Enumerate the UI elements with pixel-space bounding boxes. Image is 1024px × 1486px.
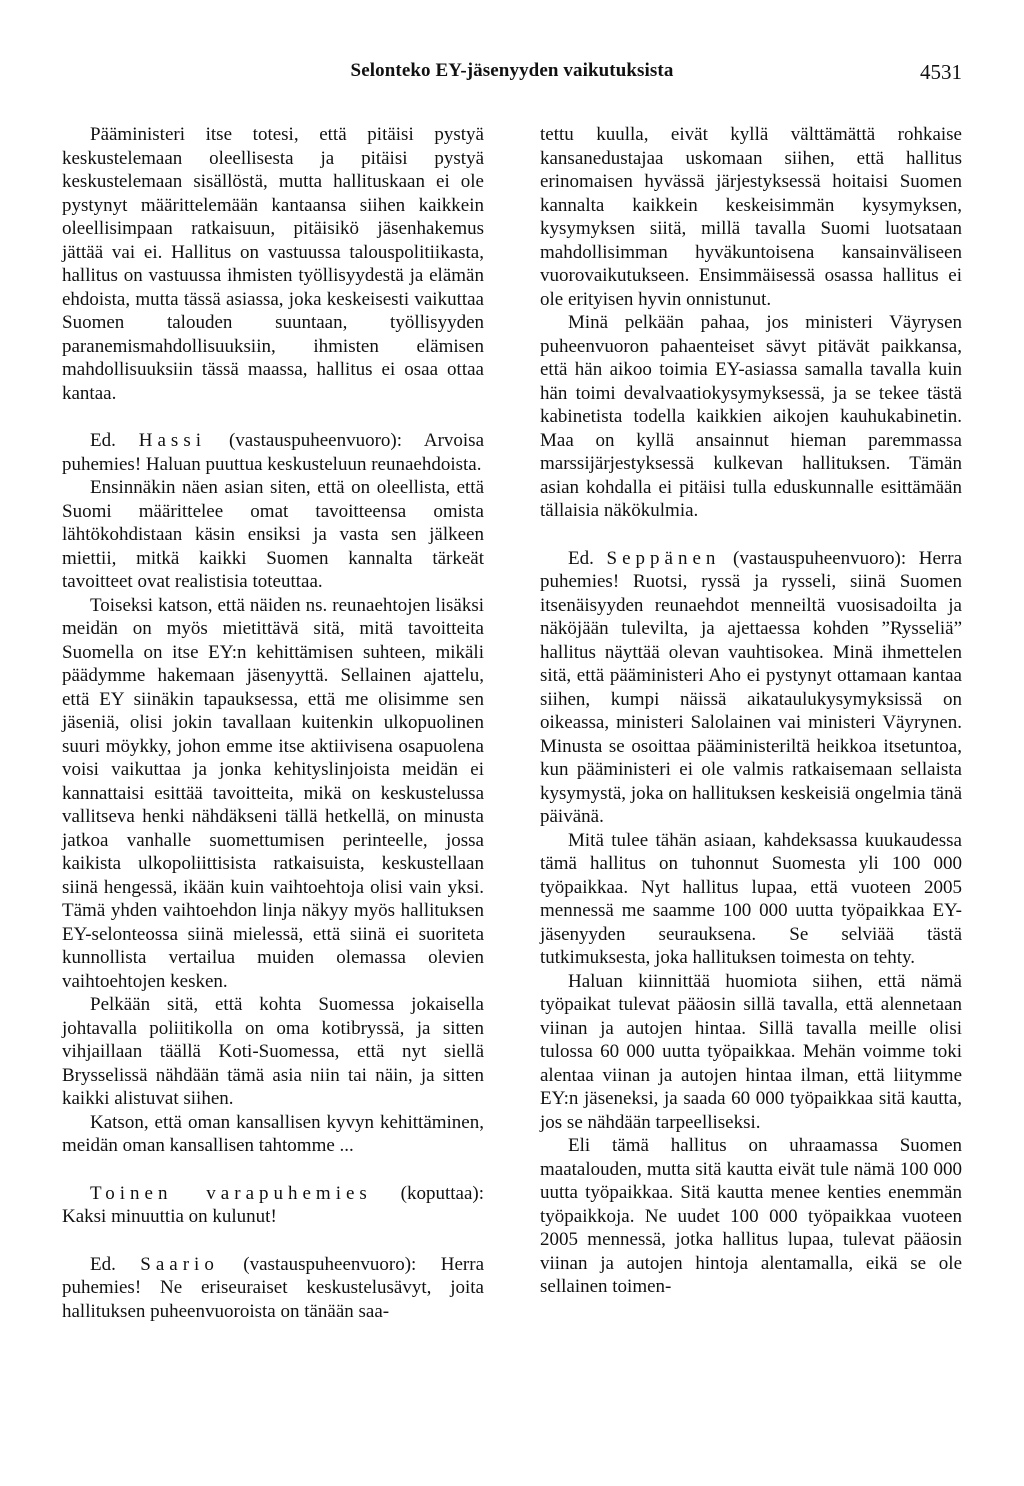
speaker-intro: (vastauspuheenvuoro): Arvoisa puhemies! Haluan puuttua keskusteluun reunaehdoista. bbox=[62, 430, 485, 475]
page-header bbox=[62, 60, 962, 94]
paragraph: Minä pelkään pahaa, jos ministeri Väyrysen puheenvuoron pahaenteiset sävyt pitävät paikkansa, että hän aikoo toimia EY-asiassa samalla tavalla kuin hän toimi devalvaatiokysymyksessä, ja se tekee tästä kabinetista todella kaikkien aikojen kauhukabinetin. Maa on kyllä ansainnut hieman paremmassa marssijärjestyksessä kulkevan hallituksen. Tämän asian kohdalla ei pitäisi tulla eduskunnalle esittämään tällaisia näkökulmia. bbox=[540, 312, 962, 521]
paragraph: Toiseksi katson, että näiden ns. reunaehtojen lisäksi meidän on myös mietittävä sitä, mitä tavoitteita Suomella on itse EY:n kehittämisen suhteen, mikäli päädymme hakemaan jäsenyyttä. Sellainen ajattelu, että EY siinäkin tapauksessa, että me olisimme sen jäseniä, olisi jokin tavallaan kuitenkin ulkopuolinen suuri möykky, johon emme itse aktiivisena osapuolena voisi vaikuttaa ja jonka kehityslinjoista meidän ei kannattaisi esittää tavoitteita, mikä on keskustelussa vallitseva henki nähdäkseni tällä hetkellä, on minusta jatkoa vanhalle suomettumisen perinteelle, jossa kaikista ulkopoliittisista ratkaisuista, keskustellaan siinä hengessä, ikään kuin vaihtoehtoja olisi vain yksi. Tämä yhden vaihtoehdon linja näkyy myös hallituksen EY-selonteossa siinä mielessä, että siinä ei suoriteta kunnollista vertailua muiden olemassa olevien vaihtoehtojen kesken. bbox=[62, 594, 484, 992]
running-title: Selonteko EY-jäsenyyden vaikutuksista bbox=[350, 60, 674, 81]
paragraph: Haluan kiinnittää huomiota siihen, että nämä työpaikat tulevat pääosin sillä tavalla, että alennetaan viinan ja autojen hintaa. Sillä tavalla meille olisi tulossa 60 000 uutta työpaikkaa. Mehän voimme toki alentaa viinan ja autojen hintaa ilman, että liitymme EY:n jäseneksi, ja saada 60 000 työpaikkaa sitä kautta, jos se nähdään tarpeelliseksi. bbox=[540, 970, 962, 1133]
speaker-intro: (vastauspuheenvuoro): Herra puhemies! Ne eriseuraiset keskustelusävyt, joita hallituksen puheenvuoroista on tänään saa- bbox=[62, 1253, 485, 1322]
speaker-name: Saario bbox=[140, 1253, 219, 1275]
paragraph: Ensinnäkin näen asian siten, että on oleellista, että Suomi määrittelee omat tavoitteensa omista lähtökohdistaan käsin ensiksi ja vasta sen jälkeen miettii, mitkä kaikki Suomen kannalta tärkeät tavoitteet ovat realistisia toteuttaa. bbox=[62, 477, 484, 592]
right-column bbox=[540, 123, 962, 1323]
paragraph: Mitä tulee tähän asiaan, kahdeksassa kuukaudessa tämä hallitus on tuhonnut Suomesta yli 100 000 työpaikkaa. Nyt hallitus lupaa, että vuoteen 2005 mennessä me saamme 100 000 uutta työpaikkaa EY-jäsenyyden seurauksena. Se selviää tästä tutkimuksesta, joka hallituksen toimesta on tehty. bbox=[540, 829, 962, 968]
paragraph: Katson, että oman kansallisen kyvyn kehittäminen, meidän oman kansallisen tahtomme ... bbox=[62, 1111, 484, 1156]
speaker-name: Hassi bbox=[138, 430, 207, 451]
paragraph: tettu kuulla, eivät kyllä välttämättä rohkaise kansanedustajaa uskomaan siihen, että hallitus erinomaisen hyvässä järjestyksessä hoitaisi Suomen kannalta kaikkein keskeisimmän kysymyksen, kysymyksen siitä, millä tavalla Suomi luotsataan mahdollisimman hyväkuntoisena kansainväliseen vuorovaikutukseen. Ensimmäisessä osassa hallitus ei ole erityisen hyvin onnistunut. bbox=[540, 124, 962, 310]
speaker-name: Seppänen bbox=[606, 547, 721, 569]
speaker-paragraph-toinen-varapuhemies bbox=[62, 1182, 484, 1229]
speaker-intro: (koputtaa): Kaksi minuuttia on kulunut! bbox=[62, 1182, 484, 1227]
paragraph: Pelkään sitä, että kohta Suomessa jokaisella johtavalla poliitikolla on oma kotibryssä, ja sitten vihjaillaan täällä Koti-Suomessa, että nyt siellä Brysselissä nähdään tämä asia niin tai näin, ja sitten kaikki alistuvat siihen. bbox=[62, 994, 484, 1109]
text-columns bbox=[62, 123, 962, 1323]
speaker-paragraph-hassi bbox=[62, 429, 484, 476]
speaker-paragraph-saario bbox=[62, 1253, 484, 1324]
speaker-prefix: Ed. bbox=[90, 1253, 116, 1275]
speaker-prefix: Ed. bbox=[568, 547, 594, 569]
paragraph: Pääministeri itse totesi, että pitäisi pystyä keskustelemaan oleellisesta ja pitäisi pystyä keskustelemaan sisällöstä, mutta hallituskaan ei ole pystynyt määrittelemään kantaansa siihen kaikkein oleellisimpaan ratkaisuun, pitäisikö jäsenhakemus jättää vai ei. Hallitus on vastuussa talouspolitiikasta, hallitus on vastuussa ihmisten työllisyydestä ja elämän ehdoista, mutta tässä asiassa, joka keskeisesti vaikuttaa Suomen talouden suuntaan, työllisyyden paranemismahdollisuuksiin, ihmisten elämisen mahdollisuuksiin tässä maassa, hallitus ei osaa ottaa kantaa. bbox=[62, 124, 484, 404]
speaker-paragraph-seppanen bbox=[540, 547, 962, 829]
paragraph: Eli tämä hallitus on uhraamassa Suomen maatalouden, mutta sitä kautta eivät tule nämä 100 000 uutta työpaikkaa. Sitä kautta menee kenties enemmän työpaikkoja. Ne uudet 100 000 työpaikkaa vuoteen 2005 mennessä, jotka hallitus lupaa, tulevat pääosin viinan ja autojen hintoja alentamalla, eikä se ole sellainen toimen- bbox=[540, 1135, 962, 1297]
speaker-prefix: Ed. bbox=[90, 430, 116, 451]
speaker-name: Toinen varapuhemies bbox=[90, 1182, 372, 1204]
speaker-intro: (vastauspuheenvuoro): Herra puhemies! Ruotsi, ryssä ja rysseli, siinä Suomen itsenäisyyden reunaehdot menneiltä vuosisadoilta ja näköjään tulevilta, ja ajettaessa kohden ”Rysseliä” hallitus näyttää olevan vauhtisokea. Minä ihmettelen sitä, että pääministeri Aho ei pystynyt ottamaan kantaa siihen, kumpi näissä aikataulukysymyksissä on oikeassa, ministeri Salolainen vai ministeri Väyrynen. Minusta se osoittaa pääministeriltä heikkoa itsetuntoa, kun pääministeri ei ole valmis ratkaisemaan sellaista kysymystä, joka on hallituksen keskeisiä ongelmia tänä päivänä. bbox=[540, 547, 962, 827]
page-number: 4531 bbox=[920, 60, 962, 84]
left-column bbox=[62, 123, 484, 1323]
